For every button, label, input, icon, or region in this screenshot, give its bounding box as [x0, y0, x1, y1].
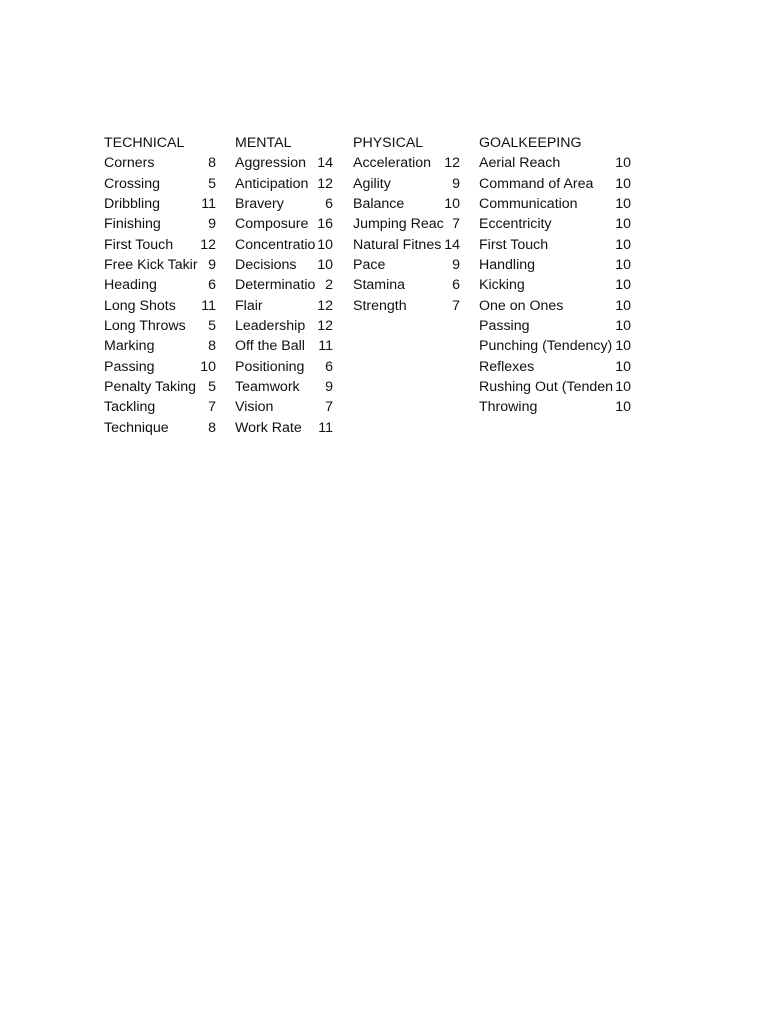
attribute-value: 6	[325, 196, 333, 213]
mental-row-teamwork	[235, 377, 333, 397]
goalkeeping-row-throwing	[479, 397, 631, 417]
goalkeeping-column	[479, 133, 631, 418]
attribute-value: 12	[444, 155, 460, 172]
attribute-name: Penalty Taking	[104, 379, 197, 396]
attribute-value: 9	[452, 175, 460, 192]
attribute-value: 11	[318, 338, 333, 355]
attribute-value: 8	[208, 338, 216, 355]
technical-row-crossing	[104, 174, 216, 194]
attribute-name: One on Ones	[479, 297, 564, 314]
mental-column	[235, 133, 333, 438]
mental-row-positioning	[235, 357, 333, 377]
physical-row-jumping-reach	[353, 214, 460, 234]
physical-row-acceleration	[353, 153, 460, 173]
physical-row-pace	[353, 255, 460, 275]
attribute-value: 10	[615, 379, 631, 396]
attribute-value: 12	[317, 318, 333, 335]
physical-column	[353, 133, 460, 316]
attribute-name: Communication	[479, 196, 578, 213]
attribute-name: Dribbling	[104, 196, 160, 213]
technical-header: TECHNICAL	[104, 135, 185, 151]
attribute-name: Decisions	[235, 257, 297, 274]
attribute-value: 6	[452, 277, 460, 294]
goalkeeping-row-command-of-area	[479, 174, 631, 194]
goalkeeping-row-reflexes	[479, 357, 631, 377]
attribute-name: Technique	[104, 419, 169, 436]
mental-header: MENTAL	[235, 135, 292, 151]
attribute-value: 9	[325, 379, 333, 396]
attribute-name: Long Shots	[104, 297, 176, 314]
attribute-value: 8	[208, 155, 216, 172]
mental-row-determination	[235, 275, 333, 295]
goalkeeping-header: GOALKEEPING	[479, 135, 582, 151]
physical-row-stamina	[353, 275, 460, 295]
attribute-name: Eccentricity	[479, 216, 552, 233]
attribute-value: 10	[444, 196, 460, 213]
mental-row-decisions	[235, 255, 333, 275]
attribute-name: Throwing	[479, 399, 538, 416]
goalkeeping-row-kicking	[479, 275, 631, 295]
technical-row-heading	[104, 275, 216, 295]
technical-column	[104, 133, 216, 438]
attribute-name: Composure	[235, 216, 309, 233]
attribute-name: First Touch	[104, 236, 174, 253]
technical-row-tackling	[104, 397, 216, 417]
attribute-name: Flair	[235, 297, 263, 314]
attribute-value: 7	[452, 216, 460, 233]
attribute-name: Work Rate	[235, 419, 302, 436]
attribute-name: Heading	[104, 277, 157, 294]
attribute-value: 10	[615, 399, 631, 416]
attribute-value: 11	[201, 297, 216, 314]
mental-row-work-rate	[235, 418, 333, 438]
attribute-value: 7	[452, 297, 460, 314]
attribute-name: Aerial Reach	[479, 155, 561, 172]
attribute-name: Pace	[353, 257, 386, 274]
goalkeeping-row-one-on-ones	[479, 296, 631, 316]
mental-row-composure	[235, 214, 333, 234]
attribute-name: Long Throws	[104, 318, 186, 335]
physical-row-strength	[353, 296, 460, 316]
attribute-name: Rushing Out (Tenden	[479, 379, 614, 396]
attribute-value: 10	[317, 257, 333, 274]
attribute-value: 14	[444, 236, 460, 253]
attribute-value: 12	[317, 297, 333, 314]
mental-row-leadership	[235, 316, 333, 336]
attribute-value: 10	[615, 155, 631, 172]
attribute-name: Strength	[353, 297, 407, 314]
attribute-value: 11	[201, 196, 216, 213]
attribute-name: Aggression	[235, 155, 306, 172]
goalkeeping-row-rushing-out	[479, 377, 631, 397]
attribute-value: 10	[615, 236, 631, 253]
attribute-name: Acceleration	[353, 155, 432, 172]
mental-row-anticipation	[235, 174, 333, 194]
mental-row-concentration	[235, 235, 333, 255]
technical-row-marking	[104, 336, 216, 356]
attribute-name: Anticipation	[235, 175, 309, 192]
attribute-name: Leadership	[235, 318, 306, 335]
attribute-name: Crossing	[104, 175, 160, 192]
mental-row-flair	[235, 296, 333, 316]
technical-row-corners	[104, 153, 216, 173]
attribute-value: 6	[208, 277, 216, 294]
attribute-value: 9	[208, 216, 216, 233]
technical-row-finishing	[104, 214, 216, 234]
attribute-value: 9	[208, 257, 216, 274]
technical-row-long-throws	[104, 316, 216, 336]
attribute-value: 12	[200, 236, 216, 253]
attribute-value: 16	[317, 216, 333, 233]
technical-row-first-touch	[104, 235, 216, 255]
attribute-value: 10	[615, 338, 631, 355]
attribute-value: 6	[325, 358, 333, 375]
attribute-value: 8	[208, 419, 216, 436]
physical-row-natural-fitness	[353, 235, 460, 255]
attribute-value: 11	[318, 419, 333, 436]
attribute-name: Command of Area	[479, 175, 594, 192]
technical-row-penalty-taking	[104, 377, 216, 397]
technical-row-long-shots	[104, 296, 216, 316]
attribute-name: Positioning	[235, 358, 305, 375]
attribute-value: 10	[615, 358, 631, 375]
attribute-name: Determinatio	[235, 277, 316, 294]
attribute-name: Free Kick Takir	[104, 257, 198, 274]
attribute-value: 5	[208, 379, 216, 396]
attribute-value: 12	[317, 175, 333, 192]
mental-row-off-the-ball	[235, 336, 333, 356]
goalkeeping-row-punching	[479, 336, 631, 356]
attribute-name: Passing	[479, 318, 530, 335]
attribute-name: Teamwork	[235, 379, 300, 396]
attribute-name: Reflexes	[479, 358, 535, 375]
goalkeeping-row-aerial-reach	[479, 153, 631, 173]
attribute-value: 10	[615, 318, 631, 335]
attribute-value: 5	[208, 175, 216, 192]
technical-row-dribbling	[104, 194, 216, 214]
technical-row-passing	[104, 357, 216, 377]
attribute-name: Jumping Reac	[353, 216, 444, 233]
mental-row-bravery	[235, 194, 333, 214]
goalkeeping-row-eccentricity	[479, 214, 631, 234]
attribute-name: First Touch	[479, 236, 549, 253]
technical-row-free-kick-taking	[104, 255, 216, 275]
physical-row-balance	[353, 194, 460, 214]
attribute-value: 10	[615, 216, 631, 233]
attribute-name: Vision	[235, 399, 274, 416]
attribute-value: 5	[208, 318, 216, 335]
physical-header: PHYSICAL	[353, 135, 424, 151]
attribute-value: 2	[325, 277, 333, 294]
attribute-name: Tackling	[104, 399, 156, 416]
attribute-name: Balance	[353, 196, 405, 213]
technical-row-technique	[104, 418, 216, 438]
attribute-name: Off the Ball	[235, 338, 305, 355]
attribute-name: Passing	[104, 358, 155, 375]
goalkeeping-row-handling	[479, 255, 631, 275]
goalkeeping-row-communication	[479, 194, 631, 214]
mental-row-vision	[235, 397, 333, 417]
attribute-value: 10	[200, 358, 216, 375]
attribute-name: Stamina	[353, 277, 406, 294]
attribute-name: Marking	[104, 338, 155, 355]
attribute-name: Handling	[479, 257, 536, 274]
attribute-name: Corners	[104, 155, 155, 172]
attribute-name: Bravery	[235, 196, 284, 213]
attribute-value: 10	[615, 196, 631, 213]
attribute-value: 14	[317, 155, 333, 172]
attribute-value: 10	[615, 297, 631, 314]
attribute-value: 7	[325, 399, 333, 416]
attribute-value: 10	[615, 175, 631, 192]
mental-row-aggression	[235, 153, 333, 173]
attribute-value: 9	[452, 257, 460, 274]
physical-row-agility	[353, 174, 460, 194]
attribute-value: 7	[208, 399, 216, 416]
attribute-name: Kicking	[479, 277, 525, 294]
goalkeeping-row-first-touch	[479, 235, 631, 255]
attribute-value: 10	[615, 277, 631, 294]
goalkeeping-row-passing	[479, 316, 631, 336]
attribute-name: Natural Fitnes	[353, 236, 442, 253]
attribute-value: 10	[615, 257, 631, 274]
attribute-value: 10	[317, 236, 333, 253]
attribute-name: Concentratio	[235, 236, 316, 253]
attribute-name: Agility	[353, 175, 391, 192]
attribute-name: Punching (Tendency)	[479, 338, 613, 355]
attribute-name: Finishing	[104, 216, 161, 233]
